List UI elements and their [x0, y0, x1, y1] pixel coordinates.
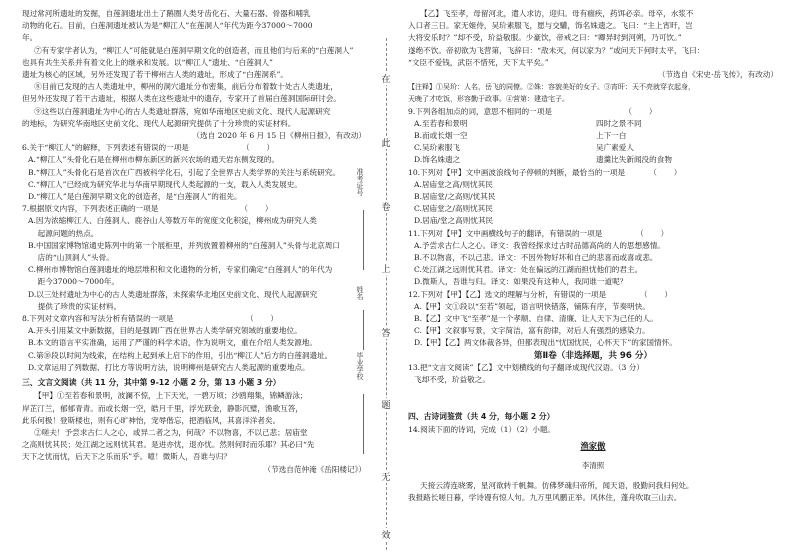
q7-option-c-cont: 距今37000～7000年。 — [28, 277, 120, 287]
q11-option-b: B.不以物喜，不以己悲。译文：不因外物好坏和自己的悲喜而或喜或悲。 — [414, 253, 658, 263]
poem-author: 李清照 — [581, 461, 605, 471]
margin-char: 在 — [379, 72, 393, 85]
q9-options — [408, 118, 778, 167]
paragraph-9-cont: 的地标，为研究华南地区史前文化、现代人起源研究提供了十分珍贵的实证材料。 — [22, 118, 296, 128]
question-9-stem: 9.下列各组加点的词，意思不相同的一项是 （ ） — [408, 106, 657, 116]
text-line: 年。 — [22, 33, 38, 43]
q13-sentence: 飞却不受，玠益敬之。 — [414, 375, 490, 385]
passage-line: 入口者三日。家无姬侍，吴玠素服飞，愿与交驩，饰名姝遗之。飞曰：“主上宵旰，岂 — [408, 21, 693, 31]
question-14-stem: 14.阅读下面的诗词，完成（1）（2）小题。 — [408, 425, 556, 435]
left-column — [22, 8, 366, 476]
q6-option-a: A.“柳江人”头骨化石是在柳州市柳东新区的新兴农场的通天岩东侧发现的。 — [28, 155, 280, 165]
q10-option-b: B.居庙堂/之高则/忧其民 — [414, 192, 496, 202]
question-8-stem: 8.下列对文章内容和写法分析有错误的一项是 （ ） — [22, 314, 279, 324]
q7-option-a-cont: 起源问题的热点。 — [28, 228, 99, 238]
passage-a — [22, 390, 366, 463]
q9-option-a-left: A.至若春和景明 — [414, 118, 468, 128]
q6-option-d: D.“柳江人”是白莲洞早期文化的创造者，是“白莲洞人”的祖先。 — [28, 192, 242, 202]
q9-option-a-right: 四时之景不同 — [596, 118, 642, 128]
passage-line: 【甲】①至若春和景明，波澜不惊，上下天光，一碧万顷；沙鸥翔集，锦鳞游泳； — [34, 391, 308, 401]
annotation-note: 【注释】①吴玠：人名，岳飞的同僚。②姝：容貌美好的女子。③宵旰：天不亮就穿衣起身， — [408, 83, 695, 92]
q12-option-c: C.【甲】文叙事写景，文字简洁，富有韵律，对后人有强烈的感染力。 — [414, 326, 650, 336]
q7-option-d: D.以三处村遗址为中心的古人类遗址群落，未探索华北地区史前文化、现代人起源研究 — [28, 289, 318, 299]
q7-option-b: B.中国国家博物馆通史陈列中的第一个展柜里，并列放置着柳州的“白莲洞人”头骨与北京周口 — [28, 240, 340, 250]
annotation-note-cont: 天晚了才吃饭，形容勤于政事。④营第：建造宅子。 — [408, 95, 569, 104]
q12-option-b: B.【乙】文中飞“至孝”是一个孝顺、自律、清廉、让人天下为己任的人。 — [414, 314, 658, 324]
passage-b — [408, 8, 778, 69]
q9-option-c-right: 吴广素爱人 — [596, 143, 634, 153]
exam-number-label: 准考证号 — [356, 168, 364, 196]
q12-option-d: D.【甲】【乙】两文体裁各异，但都表现出“忧国忧民，心怀天下”的家国情怀。 — [414, 338, 677, 348]
poem-line: 天接云涛连晓雾，星河欲转千帆舞。仿佛梦魂归帝所，闻天语，殷勤问我归何处。 — [420, 480, 694, 490]
paragraph-8-cont: 但另外还发现了若干古遗址，根据人类在这些遗址中的遗存，专家开了首届白莲洞国际研讨会。 — [22, 94, 341, 104]
q8-option-d: D.文章运用了列数据、打比方等说明方法，说明柳州是研究古人类起源的重要地点。 — [28, 362, 310, 372]
q9-option-b-left: B.而或长烟一空 — [414, 131, 468, 141]
margin-char: 效 — [379, 528, 393, 541]
margin-char: 上 — [379, 262, 393, 275]
margin-char: 此 — [379, 136, 393, 149]
question-6-stem: 6.关于“柳江人”的解释，下列表述有错误的一项是 （ ） — [22, 143, 275, 153]
passage-line: 之高则忧其民；处江湖之远则忧其君。是进亦忧，退亦忧。然则何时而乐耶？其必曰“先 — [22, 440, 315, 450]
passage-line: ②嗟夫！予尝求古仁人之心，或异二者之为，何哉？不以物喜，不以己悲；居庙堂 — [34, 427, 308, 437]
paragraph-7-cont: 也具有共生关系并有着文化上的继承和发展。以“柳江人”遗址、“白莲洞人” — [22, 57, 273, 67]
margin-char: 答 — [379, 326, 393, 339]
q8-option-c: C.第⑩段以时间为线索，在结构上起到承上启下的作用，引出“柳江人”后方的白莲洞遗址。 — [28, 350, 333, 360]
q10-option-a: A.居庙堂之高/则忧其民 — [414, 179, 493, 189]
q10-option-c: C.居庙堂之/高则忧其民 — [414, 204, 493, 214]
q9-option-d-right: 遗羹比失新闻没的食物 — [596, 155, 672, 165]
passage-line: 此乐何极！登斯楼也，则有心旷神怡，宠辱偕忘，把酒临风，其喜洋洋者矣。 — [22, 415, 281, 425]
q8-option-a: A.开头引用某文中新数据，目的是强调广西在世界古人类学研究领域的重要地位。 — [28, 326, 302, 336]
section-3-heading: 三、文言文阅读（共 11 分，其中第 9-12 小题 2 分，第 13 小题 3 分） — [22, 378, 281, 388]
paragraph-9: ⑨这些以白莲洞遗址为中心的古人类遗址群落，宛如华南地区史前文化、现代人起源研究 — [34, 106, 331, 116]
text-line: 现过常河所遗址的发掘，自莲洞遗址出土了鹅圈人类牙齿化石、大量石器、骨器和哺乳 — [22, 9, 311, 18]
margin-char: 无 — [379, 470, 393, 483]
passage-line: 天下之忧而忧，后天下之乐而乐”乎。噫！微斯人，吾谁与归？ — [22, 452, 231, 462]
q8-option-b: B.本文的语言平实准确，运用了严谨的科学术语，作为说明文，重在介绍人类发源地。 — [28, 338, 317, 348]
q9-option-b-right: 上下一白 — [596, 131, 627, 141]
passage-line: 岸芷汀兰，郁郁青青。而或长烟一空，皓月千里，浮光跃金，静影沉璧，渔歌互答， — [22, 403, 303, 413]
source-citation: （节选自《宋史·岳飞传》，有改动） — [657, 70, 778, 80]
school-line — [363, 394, 364, 454]
passage-line: 【乙】飞至孝，母留河北，遣人求访，迎归。母有痼疾，药饵必亲。母卒，水浆不 — [420, 9, 694, 18]
name-label: 姓名 — [356, 286, 364, 300]
question-13-stem: 13.把“文言文阅读”【乙】文中划横线的句子翻译成现代汉语。（3 分） — [408, 362, 644, 372]
text-line: 动物的化石。目前，白莲洞遗址被认为是“柳江人”在莲洞人“年代为距今37000～7000 — [22, 21, 313, 31]
school-label: 毕业学校 — [356, 352, 364, 380]
q11-option-d: D.微斯人，吾谁与归。译文：如果没有这种人，我同谁一道呢？ — [414, 277, 628, 287]
margin-char: 卷 — [379, 200, 393, 213]
passage-line: “文臣不爱钱，武臣不惜死，天下太平矣。” — [408, 57, 549, 67]
q6-option-c: C.“柳江人”已经成为研究华北与华南早期现代人类起源的一支，载入人类发展史。 — [28, 179, 302, 189]
question-7-stem: 7.根据原文内容，下列表述正确的一项是 （ ） — [22, 204, 273, 214]
binding-margin — [370, 0, 404, 560]
intro-paragraph — [22, 8, 366, 45]
q11-option-a: A.予尝求古仁人之心。译文：我曾经探求过古时品德高尚的人的思想感情。 — [414, 240, 665, 250]
poem-title: 渔家傲 — [580, 440, 606, 451]
q7-option-a: A.因为浓缩柳江人、白莲洞人、鹿谷山人等数万年的宽度文化积淀，柳州成为研究人类 — [28, 216, 317, 226]
q11-option-c: C.处江湖之远则忧其君。译文：处在偏远的江湖而担忧他们的君主。 — [414, 265, 643, 275]
q9-option-c-left: C.吴玠素服飞 — [414, 143, 460, 153]
q10-option-d: D.居庙/堂之高则忧其民 — [414, 216, 494, 226]
source-citation: （节选自范仲淹《岳阳楼记》） — [263, 464, 366, 474]
passage-line: 大将安乐时？”却不受，玠益敬服。少豪饮，帝戒之曰：“卿异时到河朔，乃可饮。” — [408, 33, 682, 43]
source-citation: （选自 2020 年 6 月 15 日《柳州日报》，有改动） — [192, 131, 366, 141]
q7-option-b-cont: 店的“山顶洞人”头骨。 — [28, 253, 114, 263]
right-column — [408, 8, 778, 504]
q7-option-d-cont: 提供了珍贵的实证材料。 — [28, 301, 122, 311]
q7-option-c: C.柳州市博物馆白莲洞遗址的地层堆积和文化遗物的分析，专家们确定“白莲洞人”的年代为 — [28, 265, 333, 275]
paragraph-8: ⑧目前已发现的古人类遗址中，柳州的洞穴遗址分布密集，前后分布着数十处古人类遗址， — [34, 82, 338, 92]
section-4-heading: 四、古诗词鉴赏（共 4 分，每小题 2 分） — [408, 412, 555, 422]
margin-char: 题 — [379, 398, 393, 411]
question-12-stem: 12.下列对【甲】【乙】选文的理解与分析，有错误的一项是 （ ） — [408, 289, 672, 299]
paragraph-7: ⑦有专家学者认为，“柳江人”可能就是白莲洞早期文化的创造者，而且他们与后来的“白莲洞人” — [34, 45, 354, 55]
exam-number-line — [363, 210, 364, 270]
question-11-stem: 11.下列对【甲】文中画横线句子的翻译，有错误的一项是 （ ） — [408, 228, 669, 238]
q12-option-a: A.【甲】文①段以“至若”领起，语言明快错落，铺陈有序，节奏明快。 — [414, 301, 650, 311]
name-line — [363, 310, 364, 350]
passage-line: 遂绝不饮。帝初欲为飞营第，飞辞曰：“敌未灭，何以家为？”或问天下何时太平，飞曰： — [408, 45, 705, 55]
question-10-stem: 10.下列对【甲】文中画波浪线句子停顿的判断，最恰当的一项是 （ ） — [408, 167, 682, 177]
q6-option-b: B.“柳江人”头骨化石是首次在广西被科学化石，引起了全世界古人类学界的关注与系统研究。 — [28, 167, 340, 177]
poem-line: 我报路长嗟日暮，学诗谩有惊人句。九万里风鹏正举。风休住，蓬舟吹取三山去。 — [408, 492, 682, 502]
paragraph-7-cont: 遗址为核心的区域，另外还发现了若干柳州古人类的遗址，形成了“白莲洞系”。 — [22, 70, 288, 80]
q9-option-d-left: D.饰名姝遗之 — [414, 155, 461, 165]
part-2-heading: 第Ⅱ卷（非选择题，共 96 分） — [533, 350, 653, 361]
